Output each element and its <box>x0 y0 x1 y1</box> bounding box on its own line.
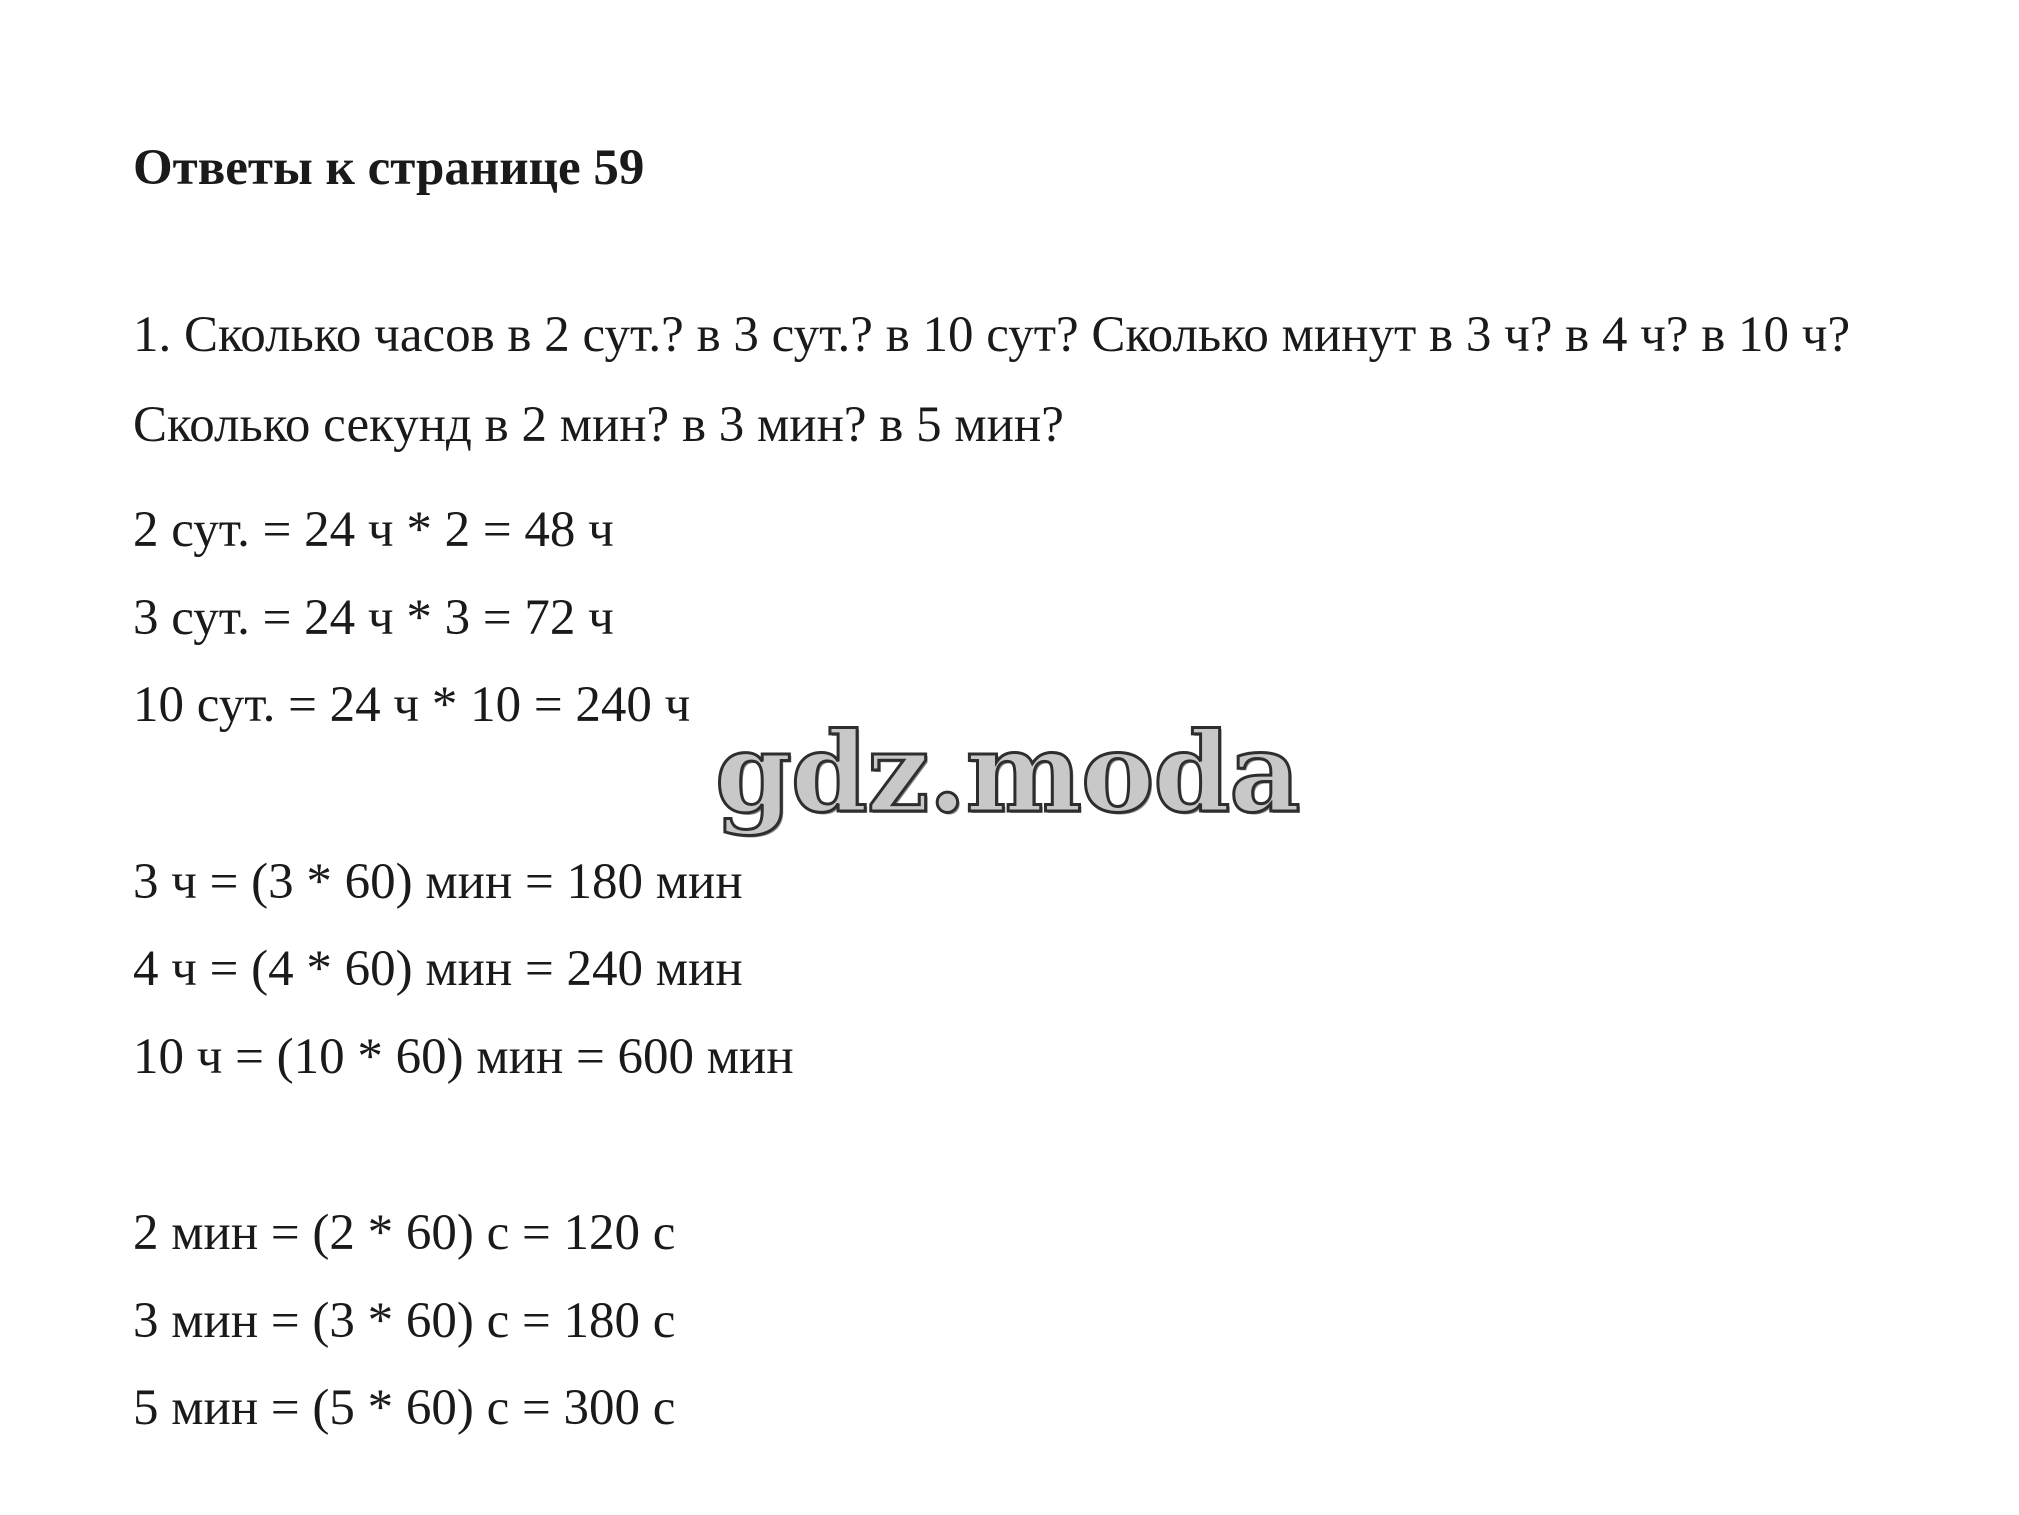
days-answer-line: 10 сут. = 24 ч * 10 = 240 ч <box>133 677 691 733</box>
watermark-logo: gdz.moda <box>715 708 1300 837</box>
task-question: 1. Сколько часов в 2 сут.? в 3 сут.? в 10 сут? Сколько минут в 3 ч? в 4 ч? в 10 ч? Сколько секунд в 2 мин? в 3 мин? в 5 мин? <box>133 307 1851 453</box>
hours-answer-line: 4 ч = (4 * 60) мин = 240 мин <box>133 941 743 997</box>
minutes-answer-line: 3 мин = (3 * 60) с = 180 с <box>133 1293 676 1349</box>
minutes-answer-line: 2 мин = (2 * 60) с = 120 с <box>133 1205 676 1261</box>
minutes-answer-line: 5 мин = (5 * 60) с = 300 с <box>133 1380 676 1436</box>
days-answer-line: 2 сут. = 24 ч * 2 = 48 ч <box>133 502 614 558</box>
hours-answer-line: 3 ч = (3 * 60) мин = 180 мин <box>133 854 743 910</box>
page-title: Ответы к странице 59 <box>133 140 645 196</box>
days-answer-line: 3 сут. = 24 ч * 3 = 72 ч <box>133 590 614 646</box>
hours-answer-line: 10 ч = (10 * 60) мин = 600 мин <box>133 1029 794 1085</box>
